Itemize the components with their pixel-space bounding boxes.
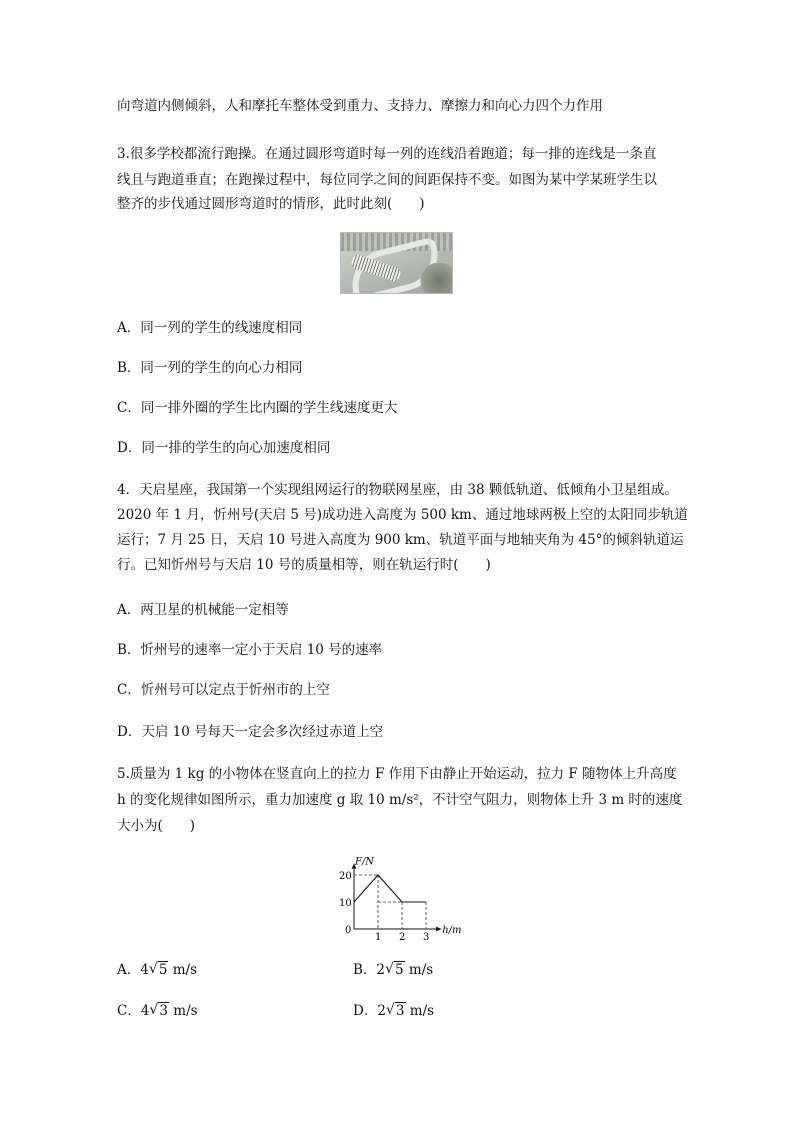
x-axis-label: h/m <box>442 925 462 936</box>
x-tick-label: 2 <box>399 932 406 942</box>
option-5c-sqrt: √ 3 <box>149 1002 169 1019</box>
data-series-line <box>354 875 426 902</box>
option-5c-prefix: C．4 <box>117 1003 150 1019</box>
force-height-chart <box>336 852 466 942</box>
option-5b-sqrt: √ 5 <box>385 961 404 978</box>
option-5b[interactable]: B．2 √ 5 m/s <box>353 961 434 978</box>
text-line: 大小为( ) <box>117 818 196 834</box>
option-5d[interactable]: D．2 √ 3 m/s <box>353 1002 435 1019</box>
text-line: 5.质量为 1 kg 的小物体在竖直向上的拉力 F 作用下由静止开始运动，拉力 F 随物体上升高度 <box>117 766 677 782</box>
text-line: 向弯道内侧倾斜，人和摩托车整体受到重力、支持力、摩擦力和向心力四个力作用 <box>117 98 603 114</box>
y-tick-label: 10 <box>339 898 352 909</box>
x-tick-label: 0 <box>345 925 352 936</box>
text-line: D．天启 10 号每天一定会多次经过赤道上空 <box>117 724 384 740</box>
text-line: 整齐的步伐通过圆形弯道时的情形，此时此刻( ) <box>117 196 425 212</box>
text-line: 3.很多学校都流行跑操。在通过圆形弯道时每一列的连线沿着跑道；每一排的连线是一条直 <box>117 146 657 162</box>
text-line: C．忻州号可以定点于忻州市的上空 <box>117 682 330 698</box>
text-line: 线且与跑道垂直；在跑操过程中，每位同学之间的间距保持不变。如图为某中学某班学生以 <box>117 172 657 188</box>
track-photo <box>340 232 453 294</box>
option-5a-sqrt: √ 5 <box>148 961 168 978</box>
text-line: B．忻州号的速率一定小于天启 10 号的速率 <box>117 642 383 658</box>
photo-tree <box>420 263 452 293</box>
text-line: 2020 年 1 月，忻州号(天启 5 号)成功进入高度为 500 km、通过地球两极上空的太阳同步轨道 <box>117 507 688 523</box>
option-5a-prefix: A．4 <box>117 962 149 978</box>
text-line: A．同一列的学生的线速度相同 <box>117 320 303 336</box>
x-axis-arrow <box>436 927 441 932</box>
text-line: B．同一列的学生的向心力相同 <box>117 360 303 376</box>
text-line: C．同一排外圈的学生比内圈的学生线速度更大 <box>117 400 398 416</box>
x-tick-label: 3 <box>423 932 430 942</box>
option-5b-prefix: B．2 <box>353 962 386 978</box>
option-5a[interactable]: A．4 √ 5 m/s <box>117 961 198 978</box>
option-5c[interactable]: C．4 √ 3 m/s <box>117 1002 198 1019</box>
text-line: 运行；7 月 25 日，天启 10 号进入高度为 900 km、轨道平面与地轴夹角为 45°的倾斜轨道运 <box>117 532 684 548</box>
text-line: 行。已知忻州号与天启 10 号的质量相等，则在轨运行时( ) <box>117 557 491 573</box>
x-tick-label: 1 <box>375 932 382 942</box>
text-line: D．同一排的学生的向心加速度相同 <box>117 440 331 456</box>
option-5d-prefix: D．2 <box>353 1003 386 1019</box>
y-tick-label: 20 <box>339 871 352 882</box>
text-line: h 的变化规律如图所示，重力加速度 g 取 10 m/s²，不计空气阻力，则物体上升 3 m 时的速度 <box>117 792 683 808</box>
text-line: 4．天启星座，我国第一个实现组网运行的物联网星座，由 38 颗低轨道、低倾角小卫星组成。 <box>117 482 678 498</box>
option-5d-sqrt: √ 3 <box>385 1002 405 1019</box>
text-line: A．两卫星的机械能一定相等 <box>117 602 289 618</box>
y-axis-label: F/N <box>355 856 375 868</box>
